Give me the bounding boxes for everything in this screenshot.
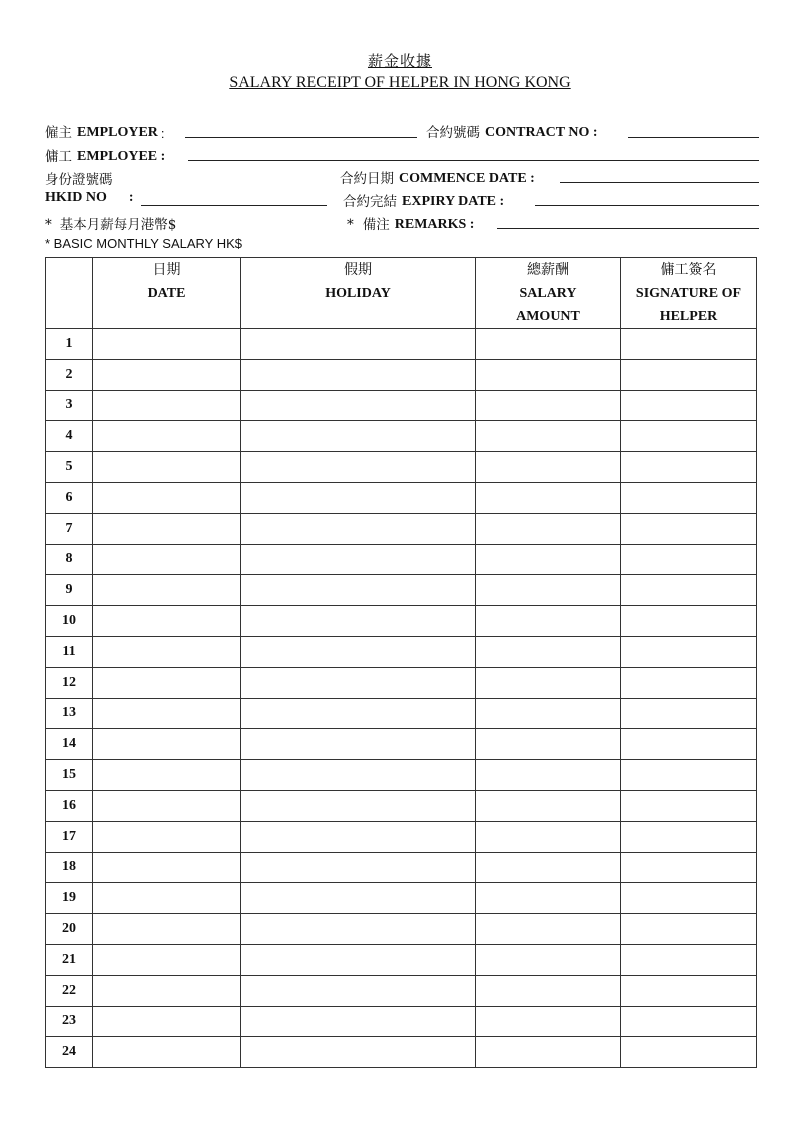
holiday-cell[interactable] xyxy=(241,1006,476,1037)
row-number: 21 xyxy=(46,944,93,975)
signature-cell[interactable] xyxy=(621,452,757,483)
hkid-no-label xyxy=(45,190,134,206)
date-cell[interactable] xyxy=(93,975,241,1006)
salary-amount-cell[interactable] xyxy=(476,329,621,360)
table-row xyxy=(46,390,757,421)
signature-cell[interactable] xyxy=(621,975,757,1006)
table-row xyxy=(46,513,757,544)
date-cell[interactable] xyxy=(93,790,241,821)
header-date-en: DATE xyxy=(147,286,186,301)
contract-no-label-en: CONTRACT NO : xyxy=(485,125,598,140)
row-number: 12 xyxy=(46,667,93,698)
holiday-cell[interactable] xyxy=(241,359,476,390)
expiry-date-label-en: EXPIRY DATE : xyxy=(402,194,505,209)
contract-no-label xyxy=(426,121,598,141)
date-cell[interactable] xyxy=(93,452,241,483)
salary-amount-cell[interactable] xyxy=(476,575,621,606)
date-cell[interactable] xyxy=(93,1037,241,1068)
header-salary-amount-cn: 總薪酬 xyxy=(527,263,569,278)
table-row xyxy=(46,606,757,637)
row-number: 8 xyxy=(46,544,93,575)
row-number: 4 xyxy=(46,421,93,452)
employer-label-en: EMPLOYER xyxy=(77,125,158,140)
table-body xyxy=(46,329,757,1068)
holiday-cell[interactable] xyxy=(241,575,476,606)
holiday-cell[interactable] xyxy=(241,544,476,575)
date-cell[interactable] xyxy=(93,1006,241,1037)
table-row xyxy=(46,914,757,945)
holiday-cell[interactable] xyxy=(241,390,476,421)
date-cell[interactable] xyxy=(93,698,241,729)
signature-cell[interactable] xyxy=(621,852,757,883)
salary-amount-cell[interactable] xyxy=(476,667,621,698)
employee-label xyxy=(45,145,165,165)
salary-amount-cell[interactable] xyxy=(476,544,621,575)
date-cell[interactable] xyxy=(93,760,241,791)
signature-cell[interactable] xyxy=(621,760,757,791)
date-cell[interactable] xyxy=(93,544,241,575)
signature-cell[interactable] xyxy=(621,606,757,637)
salary-amount-cell[interactable] xyxy=(476,482,621,513)
holiday-cell[interactable] xyxy=(241,852,476,883)
contract-no-field[interactable] xyxy=(628,137,759,138)
hkid-no-field[interactable] xyxy=(141,205,327,206)
row-number: 22 xyxy=(46,975,93,1006)
row-number: 5 xyxy=(46,452,93,483)
hkid-no-separator: : xyxy=(128,190,134,205)
table-row xyxy=(46,359,757,390)
remarks-label-en: REMARKS : xyxy=(394,217,475,232)
contract-no-label-cn: 合約號碼 xyxy=(426,125,480,141)
table-row xyxy=(46,821,757,852)
date-cell[interactable] xyxy=(93,575,241,606)
signature-cell[interactable] xyxy=(621,698,757,729)
table-row xyxy=(46,329,757,360)
holiday-cell[interactable] xyxy=(241,667,476,698)
signature-cell[interactable] xyxy=(621,729,757,760)
row-number: 19 xyxy=(46,883,93,914)
signature-cell[interactable] xyxy=(621,1006,757,1037)
holiday-cell[interactable] xyxy=(241,513,476,544)
holiday-cell[interactable] xyxy=(241,698,476,729)
employee-label-en: EMPLOYEE : xyxy=(77,149,166,164)
date-cell[interactable] xyxy=(93,359,241,390)
header-holiday-cn: 假期 xyxy=(344,263,372,278)
basic-salary-cn-text: 基本月薪每月港幣$ xyxy=(59,217,177,233)
header-signature-cn: 傭工簽名 xyxy=(660,263,717,278)
row-number: 17 xyxy=(46,821,93,852)
employee-label-cn: 傭工 xyxy=(45,149,72,165)
table-row xyxy=(46,575,757,606)
signature-cell[interactable] xyxy=(621,790,757,821)
salary-amount-cell[interactable] xyxy=(476,636,621,667)
commence-date-field[interactable] xyxy=(560,182,759,183)
holiday-cell[interactable] xyxy=(241,790,476,821)
salary-amount-cell[interactable] xyxy=(476,1037,621,1068)
commence-date-label xyxy=(340,167,535,187)
salary-amount-cell[interactable] xyxy=(476,359,621,390)
signature-cell[interactable] xyxy=(621,359,757,390)
row-number: 14 xyxy=(46,729,93,760)
header-date-cn: 日期 xyxy=(152,263,181,278)
row-number: 3 xyxy=(46,390,93,421)
remarks-label-cn: 備注 xyxy=(362,217,390,233)
header-salary-amount-en: SALARY AMOUNT xyxy=(516,286,580,324)
signature-cell[interactable] xyxy=(621,575,757,606)
id-card-label xyxy=(45,168,118,188)
salary-amount-cell[interactable] xyxy=(476,760,621,791)
table-row xyxy=(46,760,757,791)
salary-amount-cell[interactable] xyxy=(476,606,621,637)
table-row xyxy=(46,636,757,667)
salary-amount-cell[interactable] xyxy=(476,1006,621,1037)
signature-cell[interactable] xyxy=(621,636,757,667)
employer-field[interactable] xyxy=(185,137,417,138)
date-cell[interactable] xyxy=(93,390,241,421)
header-date xyxy=(93,258,241,329)
remarks-label xyxy=(347,213,474,233)
expiry-date-label xyxy=(343,190,504,210)
row-number: 20 xyxy=(46,914,93,945)
signature-cell[interactable] xyxy=(621,513,757,544)
table-row xyxy=(46,1006,757,1037)
signature-cell[interactable] xyxy=(621,482,757,513)
table-row xyxy=(46,729,757,760)
salary-amount-cell[interactable] xyxy=(476,790,621,821)
table-row xyxy=(46,790,757,821)
header-signature-en: SIGNATURE OF HELPER xyxy=(635,286,742,324)
date-cell[interactable] xyxy=(93,421,241,452)
date-cell[interactable] xyxy=(93,944,241,975)
table-row xyxy=(46,667,757,698)
salary-amount-cell[interactable] xyxy=(476,513,621,544)
basic-salary-en-label xyxy=(45,236,242,251)
expiry-date-field[interactable] xyxy=(535,205,759,206)
row-number: 10 xyxy=(46,606,93,637)
employee-field[interactable] xyxy=(188,160,759,161)
header-salary-amount xyxy=(476,258,621,329)
title-english: SALARY RECEIPT OF HELPER IN HONG KONG xyxy=(229,74,571,91)
salary-amount-cell[interactable] xyxy=(476,883,621,914)
signature-cell[interactable] xyxy=(621,329,757,360)
signature-cell[interactable] xyxy=(621,390,757,421)
date-cell[interactable] xyxy=(93,482,241,513)
table-row xyxy=(46,883,757,914)
signature-cell[interactable] xyxy=(621,544,757,575)
header-signature xyxy=(621,258,757,329)
row-number: 13 xyxy=(46,698,93,729)
salary-amount-cell[interactable] xyxy=(476,698,621,729)
row-number: 23 xyxy=(46,1006,93,1037)
table-row xyxy=(46,944,757,975)
salary-amount-cell[interactable] xyxy=(476,975,621,1006)
signature-cell[interactable] xyxy=(621,667,757,698)
row-number: 24 xyxy=(46,1037,93,1068)
row-number: 2 xyxy=(46,359,93,390)
row-number: 16 xyxy=(46,790,93,821)
holiday-cell[interactable] xyxy=(241,883,476,914)
salary-amount-cell[interactable] xyxy=(476,729,621,760)
holiday-cell[interactable] xyxy=(241,452,476,483)
signature-cell[interactable] xyxy=(621,821,757,852)
basic-salary-cn-prefix: * xyxy=(45,217,52,233)
table-row xyxy=(46,1037,757,1068)
remarks-prefix: * xyxy=(347,217,354,233)
holiday-cell[interactable] xyxy=(241,636,476,667)
table-row xyxy=(46,544,757,575)
header-number xyxy=(46,258,93,329)
date-cell[interactable] xyxy=(93,513,241,544)
row-number: 11 xyxy=(46,636,93,667)
salary-amount-cell[interactable] xyxy=(476,852,621,883)
table-row xyxy=(46,482,757,513)
holiday-cell[interactable] xyxy=(241,914,476,945)
employer-label-cn: 僱主 xyxy=(45,125,72,141)
commence-date-label-cn: 合約日期 xyxy=(340,171,394,187)
id-card-label-cn: 身份證號碼 xyxy=(45,172,113,188)
date-cell[interactable] xyxy=(93,821,241,852)
holiday-cell[interactable] xyxy=(241,482,476,513)
holiday-cell[interactable] xyxy=(241,760,476,791)
table-header-row xyxy=(46,258,757,329)
hkid-no-label-en: HKID NO xyxy=(45,190,107,205)
row-number: 15 xyxy=(46,760,93,791)
table-row xyxy=(46,852,757,883)
holiday-cell[interactable] xyxy=(241,944,476,975)
signature-cell[interactable] xyxy=(621,944,757,975)
signature-cell[interactable] xyxy=(621,421,757,452)
signature-cell[interactable] xyxy=(621,1037,757,1068)
holiday-cell[interactable] xyxy=(241,329,476,360)
holiday-cell[interactable] xyxy=(241,975,476,1006)
row-number: 6 xyxy=(46,482,93,513)
basic-salary-cn-label xyxy=(45,213,181,233)
date-cell[interactable] xyxy=(93,883,241,914)
title-chinese: 薪金收據 xyxy=(367,52,432,70)
row-number: 18 xyxy=(46,852,93,883)
header-holiday-en: HOLIDAY xyxy=(325,286,391,301)
remarks-field[interactable] xyxy=(497,228,759,229)
row-number: 7 xyxy=(46,513,93,544)
holiday-cell[interactable] xyxy=(241,1037,476,1068)
signature-cell[interactable] xyxy=(621,883,757,914)
holiday-cell[interactable] xyxy=(241,421,476,452)
commence-date-label-en: COMMENCE DATE : xyxy=(399,171,535,186)
header-holiday xyxy=(241,258,476,329)
salary-amount-cell[interactable] xyxy=(476,944,621,975)
date-cell[interactable] xyxy=(93,852,241,883)
date-cell[interactable] xyxy=(93,729,241,760)
basic-salary-en-text: * BASIC MONTHLY SALARY HK$ xyxy=(45,236,242,251)
date-cell[interactable] xyxy=(93,329,241,360)
table-row xyxy=(46,421,757,452)
salary-amount-cell[interactable] xyxy=(476,914,621,945)
salary-amount-cell[interactable] xyxy=(476,421,621,452)
date-cell[interactable] xyxy=(93,636,241,667)
salary-amount-cell[interactable] xyxy=(476,452,621,483)
table-row xyxy=(46,975,757,1006)
table-row xyxy=(46,452,757,483)
table-row xyxy=(46,698,757,729)
holiday-cell[interactable] xyxy=(241,729,476,760)
salary-amount-cell[interactable] xyxy=(476,390,621,421)
date-cell[interactable] xyxy=(93,914,241,945)
row-number: 9 xyxy=(46,575,93,606)
expiry-date-label-cn: 合約完結 xyxy=(343,194,397,210)
signature-cell[interactable] xyxy=(621,914,757,945)
employer-separator: : xyxy=(160,126,165,141)
row-number: 1 xyxy=(46,329,93,360)
salary-table xyxy=(45,257,757,1068)
employer-label xyxy=(45,121,165,141)
date-cell[interactable] xyxy=(93,667,241,698)
salary-amount-cell[interactable] xyxy=(476,821,621,852)
holiday-cell[interactable] xyxy=(241,606,476,637)
holiday-cell[interactable] xyxy=(241,821,476,852)
date-cell[interactable] xyxy=(93,606,241,637)
